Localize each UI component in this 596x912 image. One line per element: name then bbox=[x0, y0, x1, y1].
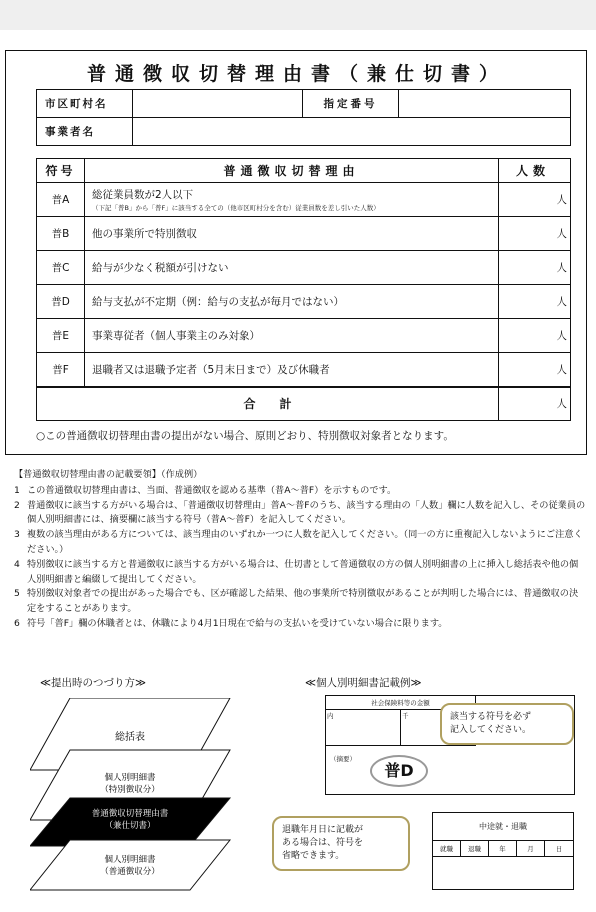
table-row bbox=[37, 353, 571, 387]
row-code: 普D bbox=[37, 285, 85, 319]
guide-item bbox=[14, 499, 586, 529]
employer-field[interactable] bbox=[133, 118, 571, 146]
row-code: 普C bbox=[37, 251, 85, 285]
table-header-row bbox=[37, 159, 571, 183]
form-title: 普通徴収切替理由書（兼仕切書） bbox=[86, 63, 507, 85]
guide-item-text: 普通徴収に該当する方がいる場合は、「普通徴収切替理由」普A～普Fのうち、該当する理由の「人数」欄に人数を記入し、その従業員の個人別明細書には、摘要欄に該当する符号（普A～普F）を記入してください。 bbox=[27, 499, 586, 526]
form-frame bbox=[5, 50, 587, 455]
guide-item-number: 1 bbox=[14, 484, 20, 496]
row-code: 普B bbox=[37, 217, 85, 251]
retirement-col: 就職 bbox=[433, 841, 461, 857]
reason-table bbox=[36, 158, 571, 421]
row-code: 普E bbox=[37, 319, 85, 353]
row-count[interactable]: 人 bbox=[499, 319, 571, 353]
layer-ordinary bbox=[30, 840, 230, 890]
municipality-field[interactable] bbox=[133, 90, 303, 118]
guide-item-number: 3 bbox=[14, 529, 20, 541]
guide-item bbox=[14, 587, 586, 617]
row-count[interactable]: 人 bbox=[499, 285, 571, 319]
retirement-col: 月 bbox=[517, 841, 545, 857]
callout-code-required: 該当する符号を必ず 記入してください。 bbox=[440, 703, 574, 745]
row-code: 普A bbox=[37, 183, 85, 217]
row-reason-text: 総従業員数が2人以下 bbox=[92, 189, 194, 201]
example-title: ≪個人別明細書記載例≫ bbox=[305, 677, 422, 689]
layer-label: 個人別明細書（普通徴収分） bbox=[100, 855, 160, 877]
table-row bbox=[37, 217, 571, 251]
retirement-box bbox=[432, 812, 574, 890]
row-count[interactable]: 人 bbox=[499, 183, 571, 217]
guide-item-number: 5 bbox=[14, 588, 20, 600]
total-label: 合 計 bbox=[37, 387, 499, 421]
row-reason: 退職者又は退職予定者（5月末日まで）及び休職者 bbox=[85, 353, 499, 387]
guide-item-text: 特別徴収に該当する方と普通徴収に該当する方がいる場合は、仕切書として普通徴収の方の個人別明細書の上に挿入し総括表や他の個人別明細書と編綴して提出してください。 bbox=[27, 558, 579, 585]
retirement-col: 日 bbox=[545, 841, 573, 857]
table-row bbox=[37, 183, 571, 217]
example-cell: 千 bbox=[401, 710, 476, 746]
guide-item bbox=[14, 484, 586, 499]
submission-note: ○この普通徴収切替理由書の提出がない場合、原則どおり、特別徴収対象者となります。 bbox=[36, 430, 454, 442]
guide-item-number: 6 bbox=[14, 617, 20, 629]
guide-item-number: 2 bbox=[14, 499, 20, 511]
guide-item-text: この普通徴収切替理由書は、当面、普通徴収を認める基準（普A～普F）を示すものです。 bbox=[27, 484, 397, 496]
row-reason: 給与支払が不定期（例：給与の支払が毎月ではない） bbox=[85, 285, 499, 319]
row-reason: 給与が少なく税額が引けない bbox=[85, 251, 499, 285]
row-count[interactable]: 人 bbox=[499, 217, 571, 251]
row-reason: 他の事業所で特別徴収 bbox=[85, 217, 499, 251]
row-reason bbox=[85, 183, 499, 217]
retirement-col: 退職 bbox=[461, 841, 489, 857]
guide-section bbox=[14, 468, 586, 632]
table-row bbox=[37, 319, 571, 353]
municipality-label: 市区町村名 bbox=[37, 90, 133, 118]
document-stack-diagram bbox=[30, 698, 260, 898]
guide-item-text: 符号「普F」欄の休職者とは、休職により4月1日現在で給与の支払いを受けていない場合に限ります。 bbox=[27, 617, 448, 629]
header-count: 人数 bbox=[499, 159, 571, 183]
employer-label: 事業者名 bbox=[37, 118, 133, 146]
guide-item-text: 複数の該当理由がある方については、該当理由のいずれか一つに人数を記入してください。（同一の方に重複記入しないようにご注意ください。） bbox=[27, 529, 583, 555]
retirement-header: 中途就・退職 bbox=[433, 813, 573, 841]
code-stamp: 普D bbox=[370, 755, 428, 787]
row-reason: 事業専従者（個人事業主のみ対象） bbox=[85, 319, 499, 353]
layer-label: 総括表 bbox=[115, 732, 145, 743]
header-table bbox=[36, 89, 571, 146]
binding-order-title: ≪提出時のつづり方≫ bbox=[40, 677, 146, 689]
retirement-col: 年 bbox=[489, 841, 517, 857]
layer-label: 個人別明細書（特別徴収分） bbox=[100, 773, 160, 795]
designation-field[interactable] bbox=[399, 90, 571, 118]
callout-omit-code: 退職年月日に記載が ある場合は、符号を 省略できます。 bbox=[272, 816, 410, 871]
guide-item-text: 特別徴収対象者での提出があった場合でも、区が確認した結果、他の事業所で特別徴収があることが判明した場合には、普通徴収の決定をすることがあります。 bbox=[27, 588, 579, 615]
designation-label: 指定番号 bbox=[303, 90, 399, 118]
total-count[interactable]: 人 bbox=[499, 387, 571, 421]
total-row bbox=[37, 387, 571, 421]
table-row bbox=[37, 285, 571, 319]
guide-item-number: 4 bbox=[14, 558, 20, 570]
row-count[interactable]: 人 bbox=[499, 251, 571, 285]
example-remarks-label: （摘要） bbox=[330, 755, 356, 763]
header-code: 符号 bbox=[37, 159, 85, 183]
layer-label: 普通徴収切替理由書（兼仕切書） bbox=[91, 809, 169, 831]
guide-item bbox=[14, 617, 586, 632]
example-cell: 内 bbox=[326, 710, 401, 746]
top-bar bbox=[0, 0, 596, 30]
row-reason-sub: （下記「普B」から「普F」に該当する全ての（他市区町村分を含む）従業員数を差し引いた人数） bbox=[92, 204, 380, 212]
guide-title: 【普通徴収切替理由書の記載要領】（作成例） bbox=[14, 469, 203, 480]
example-header: 社会保険料等の金額 bbox=[326, 696, 476, 710]
table-row bbox=[37, 251, 571, 285]
guide-item bbox=[14, 558, 586, 588]
header-reason: 普通徴収切替理由 bbox=[85, 159, 499, 183]
guide-item bbox=[14, 528, 586, 558]
row-code: 普F bbox=[37, 353, 85, 387]
row-count[interactable]: 人 bbox=[499, 353, 571, 387]
